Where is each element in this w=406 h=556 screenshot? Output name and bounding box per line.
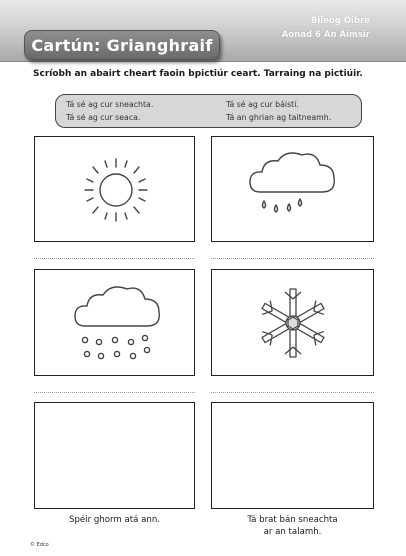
writing-line[interactable] bbox=[34, 392, 195, 393]
caption-right bbox=[211, 514, 374, 538]
instruction-text: Scríobh an abairt cheart faoin bpictiúr ceart. Tarraing na pictiúir. bbox=[33, 69, 363, 79]
rain-cloud-icon bbox=[212, 137, 375, 243]
writing-line[interactable] bbox=[211, 392, 374, 393]
sheet-meta bbox=[282, 14, 370, 42]
picture-panel-snowflake[interactable] bbox=[211, 269, 374, 376]
unit-label: Aonad 6 An Aimsir bbox=[281, 30, 370, 40]
sheet-label: Bileog Oibre bbox=[310, 16, 370, 26]
picture-panel-blank-right[interactable] bbox=[211, 402, 374, 509]
caption-left: Spéir ghorm atá ann. bbox=[68, 515, 161, 525]
snowflake-icon bbox=[212, 270, 375, 377]
copyright-text: © Edco bbox=[30, 542, 49, 548]
header-band bbox=[0, 0, 406, 62]
picture-panel-rain[interactable] bbox=[211, 136, 374, 242]
caption-right-line1: Tá brat bán sneachta bbox=[247, 515, 338, 525]
word-bank-item: Tá sé ag cur seaca. bbox=[66, 113, 141, 122]
word-bank-item: Tá an ghrian ag taitneamh. bbox=[226, 113, 332, 122]
page-title: Cartún: Grianghraif bbox=[24, 30, 220, 60]
writing-line[interactable] bbox=[211, 258, 374, 259]
sun-icon bbox=[35, 137, 196, 243]
caption-right-line2: ar an talamh. bbox=[263, 527, 322, 537]
picture-panel-hail[interactable] bbox=[34, 269, 195, 376]
word-bank-item: Tá sé ag cur báistí. bbox=[226, 100, 299, 109]
hail-cloud-icon bbox=[35, 270, 196, 377]
picture-panel-blank-left[interactable] bbox=[34, 402, 195, 509]
word-bank-item: Tá sé ag cur sneachta. bbox=[66, 100, 154, 109]
word-bank bbox=[55, 94, 362, 128]
picture-panel-sun[interactable] bbox=[34, 136, 195, 242]
writing-line[interactable] bbox=[34, 258, 195, 259]
